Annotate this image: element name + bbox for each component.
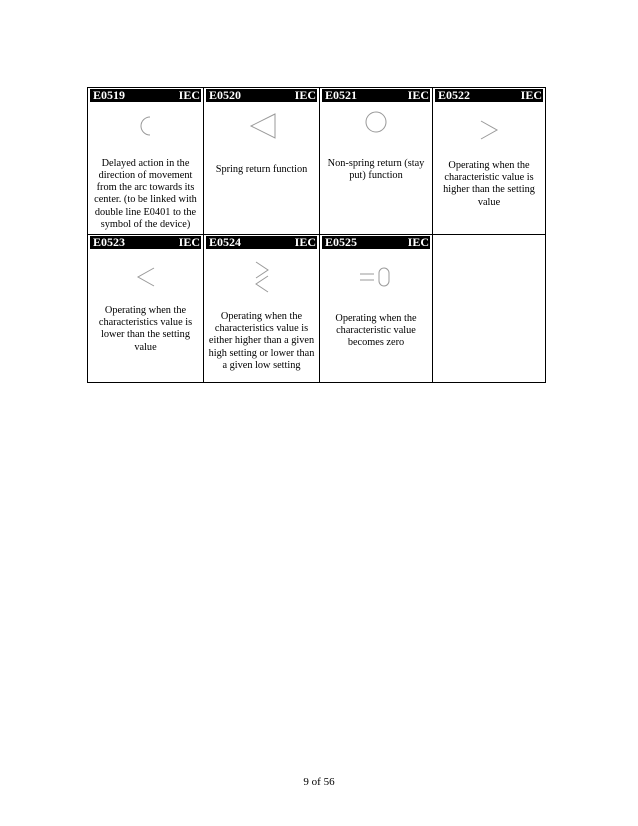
symbol-description: Operating when the characteristics value is lower than the setting value bbox=[98, 305, 193, 353]
triangle-left-icon bbox=[204, 106, 319, 146]
symbol-standard: IEC bbox=[294, 235, 316, 249]
symbol-code: E0519 bbox=[93, 88, 126, 102]
empty-cell bbox=[433, 235, 545, 382]
symbol-header bbox=[206, 236, 317, 249]
symbol-code: E0522 bbox=[438, 88, 471, 102]
symbol-standard: IEC bbox=[407, 88, 429, 102]
greater-than-icon bbox=[433, 110, 545, 150]
symbol-code: E0523 bbox=[93, 235, 126, 249]
symbol-cell-e0520 bbox=[204, 88, 320, 235]
symbol-cell-e0524 bbox=[204, 235, 320, 382]
symbol-header bbox=[435, 89, 543, 102]
symbol-description: Spring return function bbox=[215, 164, 308, 175]
symbol-cell-e0523 bbox=[88, 235, 204, 382]
symbol-header bbox=[322, 89, 430, 102]
symbol-standard: IEC bbox=[294, 88, 316, 102]
symbol-description: Operating when the characteristic value is higher than the setting value bbox=[443, 160, 535, 208]
symbol-cell-e0519 bbox=[88, 88, 204, 235]
symbol-code: E0520 bbox=[209, 88, 242, 102]
symbol-description: Operating when the characteristic value becomes zero bbox=[335, 313, 417, 349]
symbol-cell-e0521 bbox=[320, 88, 433, 235]
symbol-table bbox=[87, 87, 546, 383]
symbol-standard: IEC bbox=[407, 235, 429, 249]
greater-less-icon bbox=[204, 257, 319, 297]
symbol-description: Delayed action in the direction of movement from the arc towards its center. (to be linked with double line E0401 to the symbol of the device) bbox=[94, 157, 197, 230]
symbol-standard: IEC bbox=[520, 88, 542, 102]
symbol-code: E0521 bbox=[325, 88, 358, 102]
less-than-icon bbox=[88, 257, 203, 297]
arc-icon bbox=[88, 106, 203, 146]
symbol-code: E0525 bbox=[325, 235, 358, 249]
symbol-cell-e0522 bbox=[433, 88, 545, 235]
symbol-header bbox=[90, 236, 201, 249]
symbol-cell-e0525 bbox=[320, 235, 433, 382]
symbol-header bbox=[206, 89, 317, 102]
symbol-standard: IEC bbox=[178, 235, 200, 249]
symbol-description: Non-spring return (stay put) function bbox=[327, 158, 425, 182]
symbol-code: E0524 bbox=[209, 235, 242, 249]
circle-icon bbox=[320, 102, 432, 142]
equals-zero-icon bbox=[320, 257, 432, 297]
symbol-description: Operating when the characteristics value is either higher than a given high setting or lower than a given low setting bbox=[208, 311, 315, 371]
page-number: 9 of 56 bbox=[303, 776, 335, 788]
symbol-header bbox=[90, 89, 201, 102]
symbol-header bbox=[322, 236, 430, 249]
symbol-standard: IEC bbox=[178, 88, 200, 102]
